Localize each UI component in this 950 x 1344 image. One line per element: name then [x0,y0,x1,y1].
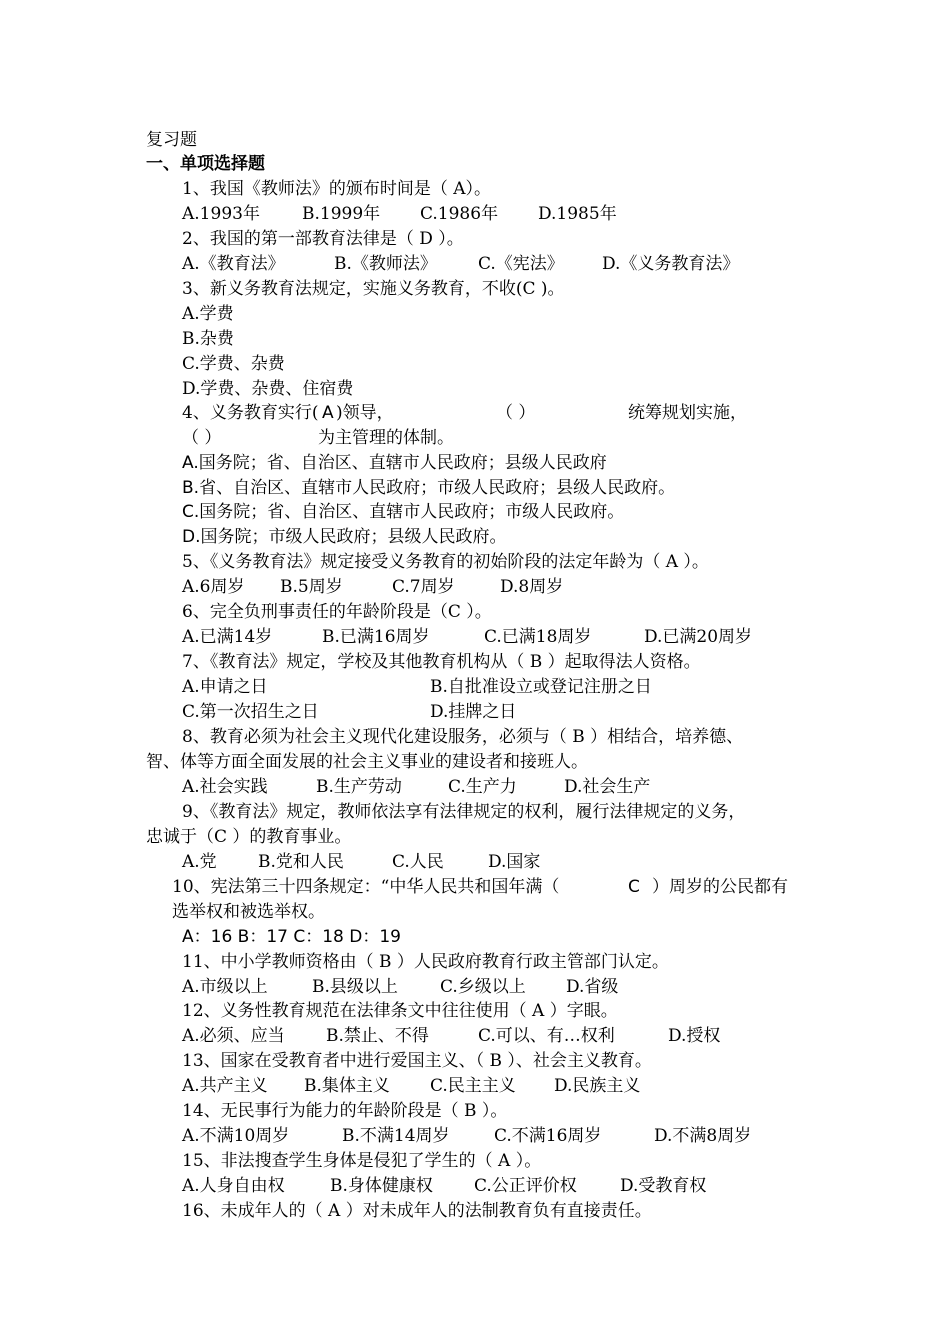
section-heading: 一、单项选择题 [146,154,265,174]
option: B.《教师法》 [334,254,437,274]
option: B.党和人民 [258,852,344,872]
question-4-text: 4、义务教育实行( [182,403,319,423]
option: A.申请之日 [182,677,268,697]
question-8-line2: 智、体等方面全面发展的社会主义事业的建设者和接班人。 [146,752,588,772]
option: C.乡级以上 [440,977,526,997]
question-10 [172,875,832,899]
option: B.身体健康权 [330,1176,433,1196]
question-4-text: 为主管理的体制。 [318,428,454,448]
question-11-options [182,975,882,999]
option: C.生产力 [448,777,517,797]
option: D.受教育权 [620,1176,707,1196]
option [182,451,607,475]
option: B.集体主义 [304,1076,390,1096]
option: A.6周岁 [182,577,245,597]
question-1: 1、我国《教师法》的颁布时间是（ A）。 [182,179,491,199]
option: A.不满10周岁 [182,1126,290,1146]
question-8-options [182,775,882,799]
question-14: 14、无民事行为能力的年龄阶段是（ B ）。 [182,1101,508,1121]
option: A.已满14岁 [182,627,273,647]
question-4-line2 [182,426,582,450]
option: B.1999年 [302,204,381,224]
blank: （ ） [496,403,536,423]
question-10-text: ）周岁的公民都有 [652,877,788,897]
question-11: 11、中小学教师资格由（ B ）人民政府教育行政主管部门认定。 [182,952,669,972]
option-letter: A. [182,453,199,473]
question-14-options [182,1124,882,1148]
question-10-line2: 选举权和被选举权。 [172,902,325,922]
question-7: 7、《教育法》规定，学校及其他教育机构从（ B ）起取得法人资格。 [182,652,701,672]
option-letter: D. [182,527,201,547]
question-9: 9、《教育法》规定，教师依法享有法律规定的权利，履行法律规定的义务， [182,802,746,822]
option: D.《义务教育法》 [602,254,740,274]
question-6: 6、完全负刑事责任的年龄阶段是（C ）。 [182,602,492,622]
option: B.自批准设立或登记注册之日 [430,677,652,697]
option: C.人民 [392,852,444,872]
option: A.人身自由权 [182,1176,285,1196]
option: A.学费 [182,304,234,324]
option: D.民族主义 [554,1076,641,1096]
doc-title: 复习题 [146,130,197,150]
option: C.不满16周岁 [494,1126,602,1146]
option-text: 国务院；省、自治区、直辖市人民政府；市级人民政府。 [199,502,625,522]
option: D.挂牌之日 [430,702,517,722]
question-8: 8、教育必须为社会主义现代化建设服务，必须与（ B ）相结合，培养德、 [182,727,744,747]
question-4-text: )领导， [336,403,394,423]
option: B.生产劳动 [316,777,402,797]
question-1-options [182,202,882,226]
option: C.可以、有…权利 [478,1026,615,1046]
option: C.公正评价权 [474,1176,577,1196]
question-15-options [182,1174,882,1198]
option: A.1993年 [182,204,260,224]
question-2-options [182,252,882,276]
option-text: 省、自治区、直辖市人民政府；市级人民政府；县级人民政府。 [199,478,676,498]
option: B.县级以上 [312,977,398,997]
option [182,525,507,549]
question-16: 16、未成年人的（ A ）对未成年人的法制教育负有直接责任。 [182,1201,652,1221]
question-3: 3、新义务教育法规定，实施义务教育，不收(C )。 [182,279,565,299]
question-5-options [182,575,882,599]
option: D.1985年 [538,204,617,224]
question-4-text: 统筹规划实施， [628,403,747,423]
option: A.《教育法》 [182,254,285,274]
option: D.授权 [668,1026,721,1046]
blank: （ ） [182,428,222,448]
option [182,476,675,500]
option: B.5周岁 [280,577,343,597]
option: D.省级 [566,977,619,997]
option: C.1986年 [420,204,499,224]
question-7-options-row2 [182,700,882,724]
option: B.禁止、不得 [326,1026,429,1046]
question-4 [182,401,822,425]
option: C.《宪法》 [478,254,564,274]
question-2: 2、我国的第一部教育法律是（ D ）。 [182,229,464,249]
option-text: 国务院；市级人民政府；县级人民政府。 [200,527,507,547]
question-10-options: A：16 B：17 C：18 D：19 [182,927,401,947]
question-10-answer: C [628,877,640,897]
option: C.民主主义 [430,1076,516,1096]
option: A.党 [182,852,217,872]
option: D.国家 [488,852,541,872]
option-letter: B. [182,478,200,498]
question-7-options-row1 [182,675,882,699]
question-13: 13、国家在受教育者中进行爱国主义、（ B ）、社会主义教育。 [182,1051,652,1071]
question-12: 12、义务性教育规范在法律条文中往往使用（ A ）字眼。 [182,1001,618,1021]
question-10-text: 10、宪法第三十四条规定：“中华人民共和国年满（ [172,877,560,897]
option: B.不满14周岁 [342,1126,450,1146]
option: A.社会实践 [182,777,268,797]
option: C.已满18周岁 [484,627,592,647]
question-4-answer: A [322,403,334,423]
option: D.不满8周岁 [654,1126,752,1146]
option: C.第一次招生之日 [182,702,319,722]
option: D.学费、杂费、住宿费 [182,379,354,399]
option: A.共产主义 [182,1076,268,1096]
option: B.杂费 [182,329,234,349]
option: D.社会生产 [564,777,651,797]
option: A.市级以上 [182,977,268,997]
option: B.已满16周岁 [322,627,430,647]
option-letter: C. [182,502,200,522]
option: D.已满20周岁 [644,627,753,647]
question-15: 15、非法搜查学生身体是侵犯了学生的（ A ）。 [182,1151,542,1171]
question-12-options [182,1024,882,1048]
option-text: 国务院；省、自治区、直辖市人民政府；县级人民政府 [198,453,607,473]
question-9-line2: 忠诚于（C ）的教育事业。 [146,827,352,847]
question-9-options [182,850,882,874]
option: C.7周岁 [392,577,455,597]
option [182,500,624,524]
option: A.必须、应当 [182,1026,285,1046]
question-5: 5、《义务教育法》规定接受义务教育的初始阶段的法定年龄为（ A ）。 [182,552,709,572]
option: C.学费、杂费 [182,354,285,374]
option: D.8周岁 [500,577,564,597]
question-6-options [182,625,882,649]
question-13-options [182,1074,882,1098]
